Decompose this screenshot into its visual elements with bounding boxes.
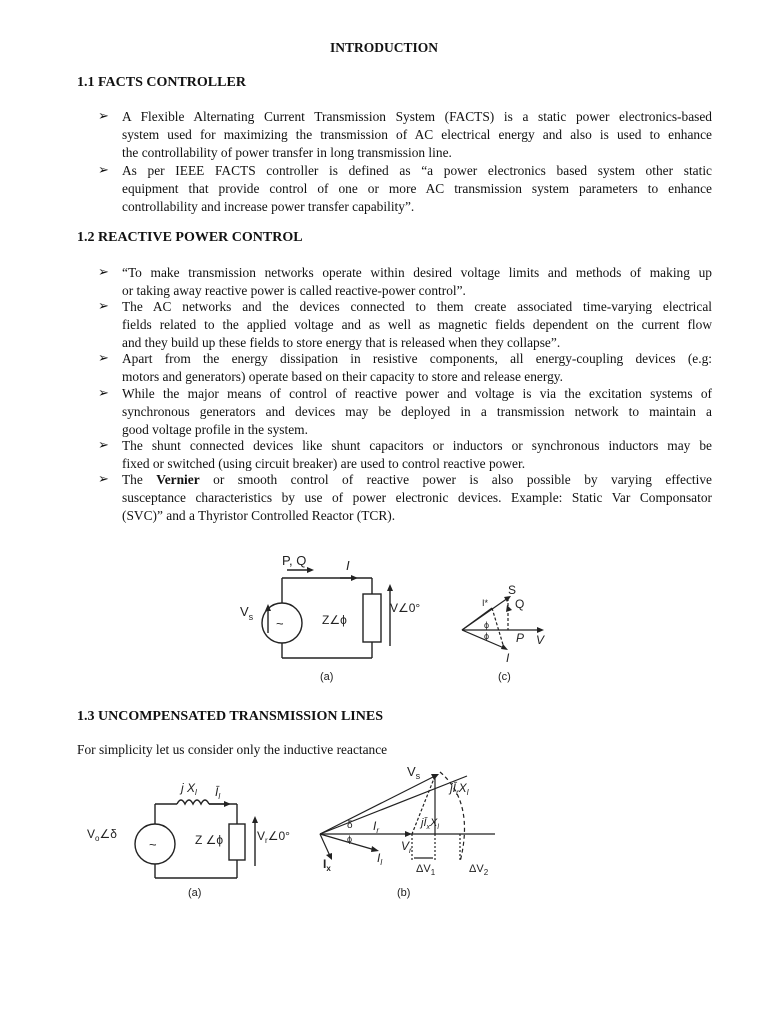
arrow-bullet-icon: ➢ xyxy=(98,298,109,313)
paragraph: For simplicity let us consider only the inductive reactance xyxy=(77,742,388,757)
text-line: motors and generators) operate based on their capacity to store and release energy. xyxy=(122,369,563,384)
text-line: The Vernier or smooth control of reactive power is also possible by varying effective xyxy=(122,472,712,487)
phasor-dv1-label: $\Delta V_1$ xyxy=(416,863,436,877)
phasor-v-label: V xyxy=(536,633,545,647)
arrow-bullet-icon: ➢ xyxy=(98,385,109,400)
text-line: or taking away reactive power is called reactive-power control”. xyxy=(122,283,466,298)
text-line: susceptance characteristics by use of power electronic devices. Example: Static Var Componsator xyxy=(122,490,712,505)
text-line: fixed or switched (using circuit breaker) are used to control reactive power. xyxy=(122,456,526,471)
text-line: synchronous generators and devices may be deployed in a transmission network to maintain a xyxy=(122,404,712,419)
text-line: The shunt connected devices like shunt capacitors or inductors or synchronous inductors may be xyxy=(122,438,712,453)
pq-label: P, Q xyxy=(282,553,307,568)
arrow-bullet-icon: ➢ xyxy=(98,471,109,486)
arrow-bullet-icon: ➢ xyxy=(98,264,109,279)
list-item xyxy=(98,437,712,471)
arrowheads xyxy=(265,567,393,611)
text-line: As per IEEE FACTS controller is defined as “a power electronics based system other static xyxy=(122,163,712,178)
impedance-box xyxy=(229,824,245,860)
phasor-ir-label: $I_r$ xyxy=(373,819,380,835)
caption-a: (a) xyxy=(188,887,202,899)
phasor-p-label: P xyxy=(516,631,525,645)
phasor-i-label: I xyxy=(506,651,510,665)
caption-b: (b) xyxy=(397,887,411,899)
page-title: INTRODUCTION xyxy=(329,40,438,55)
phasor-vs-label: $V_s$ xyxy=(407,764,421,781)
impedance-label: Z∠ϕ xyxy=(322,613,347,627)
ix-phasor xyxy=(320,834,330,856)
vs-label: $V_s$ xyxy=(240,604,254,622)
impedance-box xyxy=(363,594,381,642)
text-line: Apart from the energy dissipation in resistive components, all energy-coupling devices (e.g: xyxy=(122,351,712,366)
caption-c: (c) xyxy=(498,671,511,683)
i-phasor xyxy=(462,630,504,648)
section-heading-uncompensated: 1.3 UNCOMPENSATED TRANSMISSION LINES xyxy=(77,709,383,724)
list-item xyxy=(98,162,712,214)
inductor-icon xyxy=(177,800,209,804)
figure-circuit-phasor-2 xyxy=(85,762,505,902)
il-label: $Ī_l$ xyxy=(215,785,221,801)
arrow-bullet-icon: ➢ xyxy=(98,350,109,365)
text-line: A Flexible Alternating Current Transmission System (FACTS) is a static power electronics-based xyxy=(122,109,712,124)
phasor-q-label: Q xyxy=(515,597,525,611)
phasor-vr-label: $V_r$ xyxy=(401,839,412,855)
phasor-phi-label-2: ϕ xyxy=(484,631,490,641)
text-line: system used for maximizing the transmission of AC electrical energy and also is used to enhance xyxy=(122,127,712,142)
source-tilde: ~ xyxy=(276,616,284,631)
phasor-delta-label: δ xyxy=(347,820,353,831)
current-label: I xyxy=(346,558,350,573)
impedance-label: Z ∠ϕ xyxy=(195,833,224,847)
section-heading-reactive-power: 1.2 REACTIVE POWER CONTROL xyxy=(77,230,303,245)
phasor-il-label: $I_l$ xyxy=(377,851,383,867)
text-line: “To make transmission networks operate within desired voltage limits and methods of making up xyxy=(122,265,712,280)
phasor-jirxl-label: $jĪ_rX_l$ xyxy=(450,781,469,797)
vs-phasor-2 xyxy=(320,776,467,834)
phasor-phi-label: ϕ xyxy=(484,620,490,630)
arrow-bullet-icon: ➢ xyxy=(98,108,109,123)
phasor-s-label: S xyxy=(508,583,517,597)
jx-label: j $X_l$ xyxy=(181,781,197,797)
phasor-jixxl-label: $jĪ_xX_l$ xyxy=(421,817,439,831)
figure-circuit-phasor-1 xyxy=(230,548,560,688)
phasor-istar-label: I* xyxy=(482,598,489,608)
text-line: equipment that provide control of one or more AC transmission system parameters to enhance xyxy=(122,181,712,196)
text-line: (SVC)” and a Thyristor Controlled Reactor (TCR). xyxy=(122,508,396,523)
phasor-ix-label: $I_x$ xyxy=(323,857,331,873)
vo-label: $V_o\angle\delta$ xyxy=(87,827,117,843)
list-item xyxy=(98,264,712,298)
caption-a: (a) xyxy=(320,671,334,683)
source-tilde: ~ xyxy=(149,837,157,852)
text-line: fields related to the applied voltage and as well as magnetic fields dependent on the current flow xyxy=(122,317,712,332)
list-item xyxy=(98,298,712,350)
arrowheads xyxy=(224,801,258,823)
list-item xyxy=(98,350,712,384)
load-voltage-label: V∠0° xyxy=(390,601,421,615)
text-line: good voltage profile in the system. xyxy=(122,422,308,437)
vr-label: $V_r\angle 0^\circ$ xyxy=(257,829,290,845)
phasor-dv2-label: $\Delta V_2$ xyxy=(469,863,489,877)
list-item xyxy=(98,385,712,437)
arrow-bullet-icon: ➢ xyxy=(98,162,109,177)
text-line: controllability and increase power transfer capability”. xyxy=(122,199,415,214)
text-line: and they build up these fields to store energy that is released when they collapse”. xyxy=(122,335,561,350)
phasor-phi-label: ϕ xyxy=(347,834,353,844)
text-line: The AC networks and the devices connected to them create associated time-varying electrical xyxy=(122,299,712,314)
arrow-bullet-icon: ➢ xyxy=(98,437,109,452)
list-item xyxy=(98,471,712,523)
dashed xyxy=(492,608,504,648)
section-heading-facts: 1.1 FACTS CONTROLLER xyxy=(77,75,246,90)
list-item xyxy=(98,108,712,160)
text-line: While the major means of control of reactive power and voltage is via the excitation systems of xyxy=(122,386,712,401)
phasor-diagram-c xyxy=(462,598,540,648)
text-line: the controllability of power transfer in long transmission line. xyxy=(122,145,452,160)
